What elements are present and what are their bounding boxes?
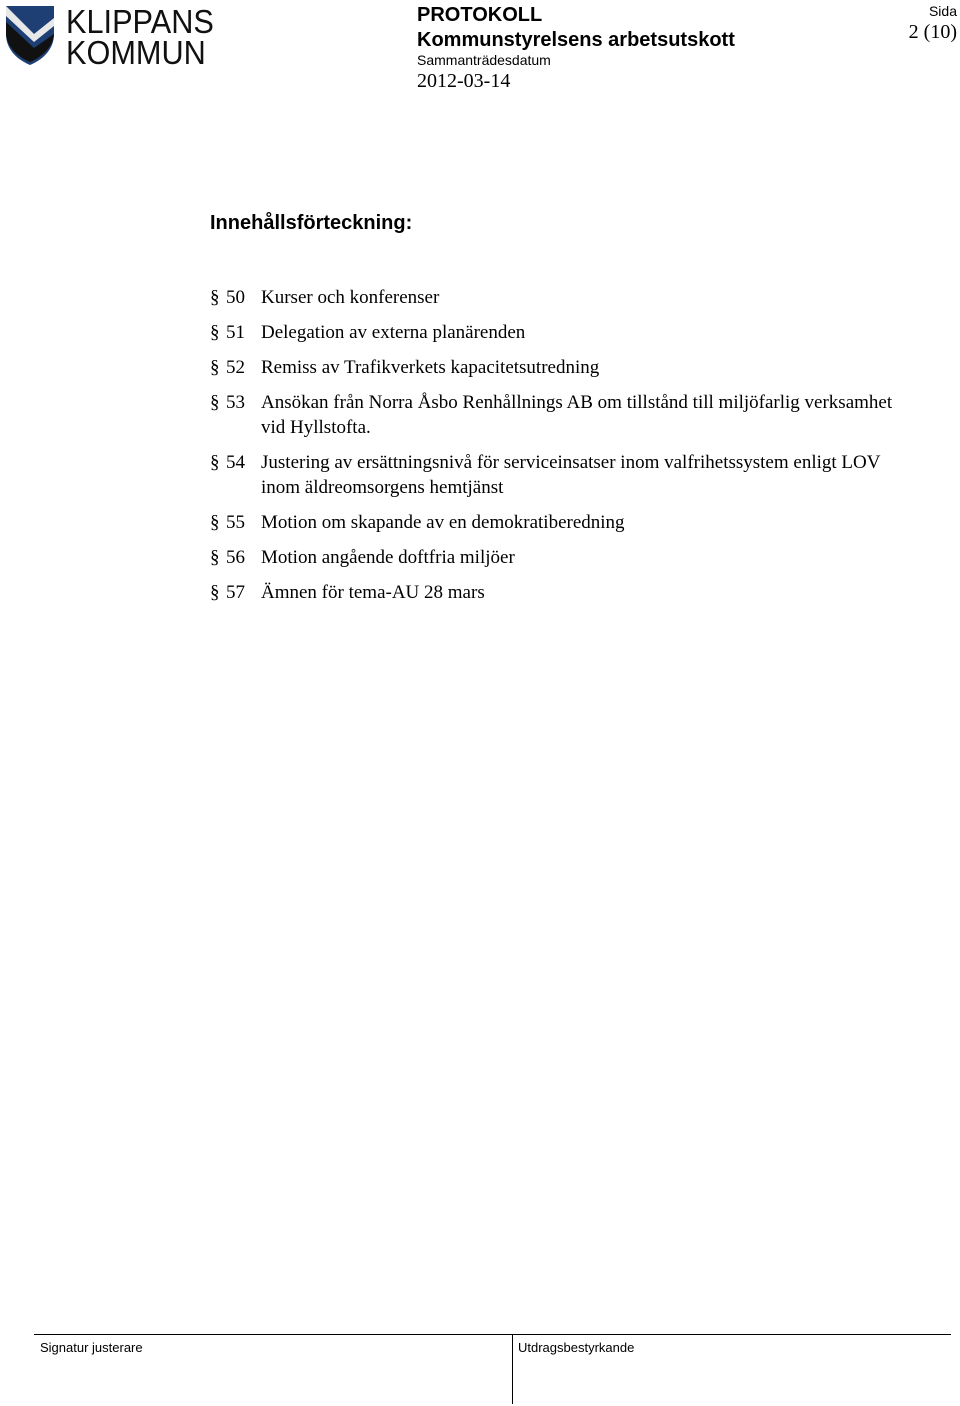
logo-text-line1: KLIPPANS — [66, 3, 214, 40]
toc-item — [210, 320, 910, 345]
meeting-date-label: Sammanträdesdatum — [417, 52, 551, 68]
toc-item-text: Kurser och konferenser — [261, 287, 440, 308]
coat-of-arms-icon — [4, 4, 56, 66]
page-number: 2 (10) — [908, 21, 957, 43]
footer-column-divider — [512, 1334, 513, 1404]
toc-item-text: Delegation av externa planärenden — [261, 322, 526, 343]
toc-list — [210, 285, 910, 615]
toc-heading: Innehållsförteckning: — [210, 212, 413, 234]
toc-item-number: 53 — [226, 392, 245, 413]
page-label: Sida — [928, 3, 957, 19]
toc-item-number: 52 — [226, 357, 245, 378]
toc-item-text: Motion angående doftfria miljöer — [261, 547, 515, 568]
toc-item-number: 56 — [226, 547, 245, 568]
committee-name: Kommunstyrelsens arbetsutskott — [417, 29, 735, 51]
toc-item-number: 54 — [226, 452, 245, 473]
toc-item — [210, 285, 910, 310]
section-symbol: § — [210, 512, 220, 533]
footer-divider — [34, 1334, 951, 1335]
toc-item-text: Ansökan från Norra Åsbo Renhållnings AB om tillstånd till miljöfarlig verksamhet vid Hyllstofta. — [261, 392, 893, 438]
extract-certification-label: Utdragsbestyrkande — [518, 1340, 635, 1355]
toc-item-text: Justering av ersättningsnivå för serviceinsatser inom valfrihetssystem enligt LOV inom äldreomsorgens hemtjänst — [261, 452, 881, 498]
toc-item — [210, 390, 910, 440]
toc-item-text: Motion om skapande av en demokratiberedning — [261, 512, 625, 533]
toc-item — [210, 545, 910, 570]
toc-item — [210, 355, 910, 380]
section-symbol: § — [210, 392, 220, 413]
section-symbol: § — [210, 452, 220, 473]
toc-item-number: 50 — [226, 287, 245, 308]
section-symbol: § — [210, 322, 220, 343]
toc-item-text: Ämnen för tema-AU 28 mars — [261, 582, 485, 603]
toc-item — [210, 450, 910, 500]
section-symbol: § — [210, 582, 220, 603]
toc-item-number: 51 — [226, 322, 245, 343]
logo-text-line2: KOMMUN — [66, 34, 206, 71]
toc-item — [210, 510, 910, 535]
toc-item-number: 55 — [226, 512, 245, 533]
klippan-logo — [4, 3, 216, 71]
document-title: PROTOKOLL — [417, 4, 543, 26]
toc-item-text: Remiss av Trafikverkets kapacitetsutredning — [261, 357, 600, 378]
section-symbol: § — [210, 357, 220, 378]
section-symbol: § — [210, 287, 220, 308]
section-symbol: § — [210, 547, 220, 568]
toc-item-number: 57 — [226, 582, 245, 603]
toc-item — [210, 580, 910, 605]
meeting-date: 2012-03-14 — [417, 70, 511, 92]
signature-label: Signatur justerare — [40, 1340, 143, 1355]
